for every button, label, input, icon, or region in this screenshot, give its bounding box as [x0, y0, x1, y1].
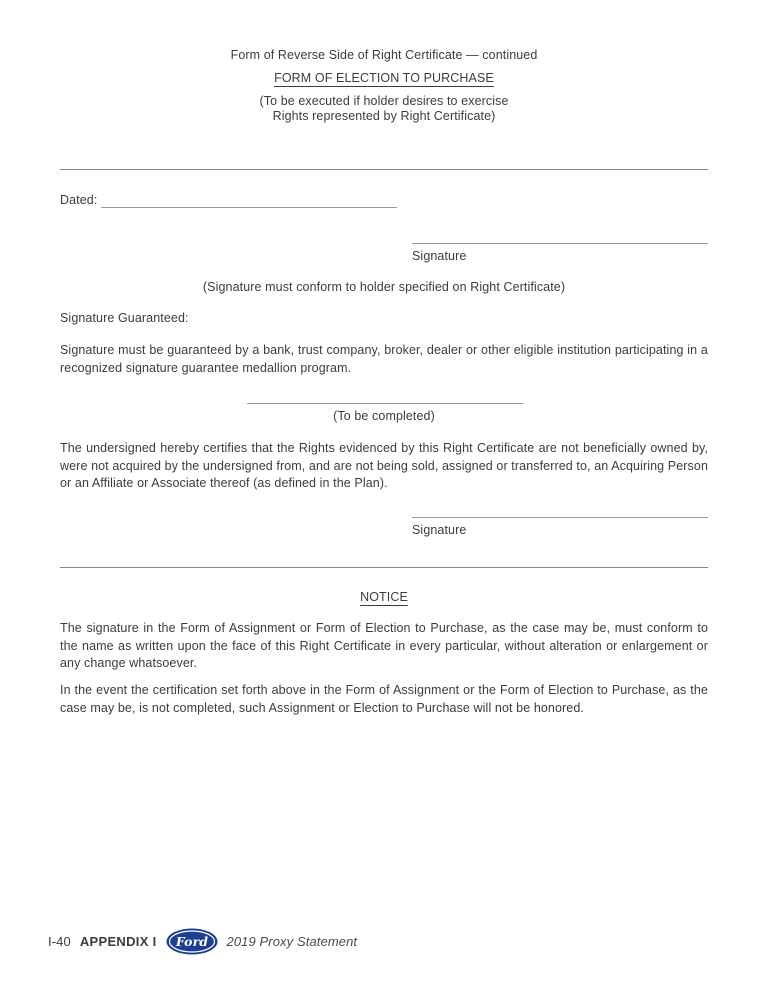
appendix-label: APPENDIX I [79, 934, 157, 949]
notice-title-text: NOTICE [360, 590, 408, 604]
top-divider [60, 169, 708, 170]
page-number: I-40 [48, 934, 71, 949]
signature-label-2: Signature [412, 523, 467, 537]
signature-line-2 [412, 517, 708, 518]
guarantee-requirement-text: Signature must be guaranteed by a bank, trust company, broker, dealer or other eligible institution participating in a recognized signature guarantee medallion program. [60, 343, 708, 375]
to-be-completed-line [247, 403, 523, 404]
header-continuation-text: Form of Reverse Side of Right Certificate — continued [230, 48, 538, 62]
to-be-completed-label: (To be completed) [333, 409, 435, 423]
form-subtitle-line1: (To be executed if holder desires to exercise [259, 94, 509, 108]
notice-paragraph-2: In the event the certification set forth above in the Form of Assignment or the Form of Election to Purchase, as the case may be, is not completed, such Assignment or Election to Purchase will not be honored. [60, 683, 708, 715]
ford-logo-text: Ford [175, 934, 208, 949]
bottom-divider [60, 567, 708, 568]
signature-guaranteed-label: Signature Guaranteed: [60, 311, 189, 325]
ford-logo-icon [166, 928, 218, 955]
page-footer [48, 928, 357, 955]
signature-line-1 [412, 243, 708, 244]
dated-label: Dated: [60, 193, 98, 207]
dated-blank-line [101, 207, 397, 208]
form-subtitle-line2: Rights represented by Right Certificate) [272, 109, 496, 123]
signature-conform-note: (Signature must conform to holder specified on Right Certificate) [202, 280, 566, 294]
notice-title [0, 590, 768, 604]
form-title-text: FORM OF ELECTION TO PURCHASE [274, 71, 494, 85]
notice-paragraph-1: The signature in the Form of Assignment or Form of Election to Purchase, as the case may be, must conform to the name as written upon the face of this Right Certificate in every particular, without alteration or enlargement or any change whatsoever. [60, 621, 708, 670]
document-title: 2019 Proxy Statement [226, 934, 358, 949]
form-title [0, 71, 768, 85]
certification-text: The undersigned hereby certifies that the Rights evidenced by this Right Certificate are not beneficially owned by, were not acquired by the undersigned from, and are not being sold, assigned or transferred to, an Acquiring Person or an Affiliate or Associate thereof (as defined in the Plan). [60, 441, 708, 490]
signature-label-1: Signature [412, 249, 467, 263]
